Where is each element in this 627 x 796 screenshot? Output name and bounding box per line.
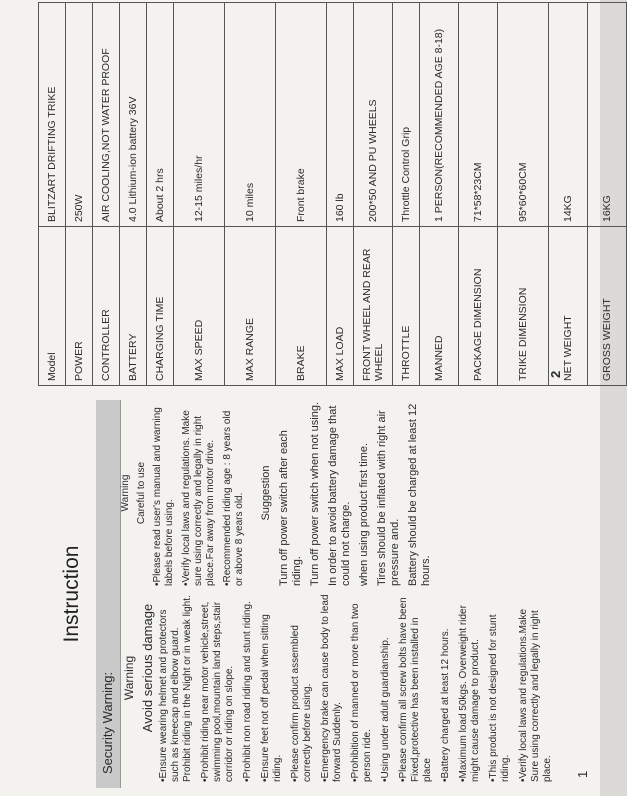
instruction-page bbox=[0, 400, 600, 788]
spec-key: CHARGING TIME bbox=[147, 227, 174, 386]
suggestion-heading: Suggestion bbox=[260, 465, 272, 521]
spec-key: FRONT WHEEL AND REAR WHEEL bbox=[354, 227, 393, 386]
list-item: •Emergency brake can cause body to lead forward Suddenly. bbox=[320, 594, 343, 782]
table-row bbox=[120, 3, 147, 386]
list-item: •Verify local laws and regulations. Make sure using correctly and legally in right place.Far away from motor drive. bbox=[181, 410, 216, 586]
spec-key: MAX LOAD bbox=[327, 227, 354, 386]
spec-value: Throttle Control Grip bbox=[393, 3, 420, 227]
table-row bbox=[327, 3, 354, 386]
list-item: •Ensure wearing helmet and protectors such as kneecap and elbow guard. Prohibit riding in the Night or in weak light. bbox=[158, 595, 193, 782]
instruction-title: Instruction bbox=[60, 545, 83, 643]
spec-key: MAX RANGE bbox=[225, 227, 276, 386]
list-item: •Please read user's manual and warning labels before using. bbox=[152, 407, 175, 586]
spec-value: 12-15 miles/hr bbox=[174, 3, 225, 227]
spec-value: 4.0 Lithium-ion battery 36V bbox=[120, 3, 147, 227]
page-number: 1 bbox=[575, 770, 590, 778]
spec-key: BRAKE bbox=[276, 227, 327, 386]
spec-table bbox=[38, 2, 627, 386]
list-item: •Please confirm all screw bolts have been Fixed,protective has been installed in place bbox=[398, 597, 433, 782]
spec-page bbox=[0, 0, 613, 386]
table-row bbox=[549, 3, 588, 386]
list-item: •Battery charged at least 12 hours. bbox=[440, 628, 451, 782]
list-item: In order to avoid battery damage that could not charge. bbox=[327, 405, 352, 586]
list-item: •Maximum load 50kgs. Overweight rider might cause damage to product. bbox=[458, 605, 481, 782]
page-number: 2 bbox=[548, 370, 563, 378]
spec-value: Front brake bbox=[276, 3, 327, 227]
table-row bbox=[588, 3, 627, 386]
spec-key: GROSS WEIGHT bbox=[588, 227, 627, 386]
spec-value: 95*60*60CM bbox=[498, 3, 549, 227]
right-warning-column bbox=[120, 400, 438, 586]
table-row bbox=[93, 3, 120, 386]
table-row bbox=[393, 3, 420, 386]
list-item: Turn off power switch after each riding. bbox=[278, 430, 303, 586]
warning-heading: Warning bbox=[122, 655, 136, 701]
list-item: •Recommended riding age : 8 years old or above 8 years old. bbox=[222, 410, 245, 586]
right-warning-heading: Warning bbox=[120, 474, 131, 512]
table-row bbox=[225, 3, 276, 386]
spec-value: BLITZART DRIFTING TRIKE bbox=[39, 3, 66, 227]
list-item: •Verify local laws and regulations.Make Sure using correctly and legally in right place. bbox=[518, 608, 553, 782]
list-item: •Prohibit riding near motor vehicle,street, swimming pool,mountain land steps,stair corridor or riding on slope. bbox=[200, 601, 235, 782]
spec-key: BATTERY bbox=[120, 227, 147, 386]
table-row bbox=[66, 3, 93, 386]
spec-value: 14KG bbox=[549, 3, 588, 227]
list-item: •Prohibit non road riding and stunt riding. bbox=[242, 601, 253, 782]
spec-key: TRIKE DIMENSION bbox=[498, 227, 549, 386]
list-item: Turn off power switch when not using. bbox=[309, 401, 321, 586]
spec-key: MAX SPEED bbox=[174, 227, 225, 386]
list-item: Tires should be inflated with right air pressure and. bbox=[376, 410, 401, 586]
security-warning-bar bbox=[96, 400, 121, 788]
list-item: •Prohibition of manned or more than two person ride. bbox=[350, 603, 373, 782]
table-row bbox=[459, 3, 498, 386]
spec-value: 250W bbox=[66, 3, 93, 227]
spec-value: AIR COOLING,NOT WATER PROOF bbox=[93, 3, 120, 227]
table-row bbox=[174, 3, 225, 386]
avoid-heading: Avoid serious damage bbox=[140, 603, 155, 733]
table-row bbox=[276, 3, 327, 386]
spec-key: PACKAGE DIMENSION bbox=[459, 227, 498, 386]
spec-key: CONTROLLER bbox=[93, 227, 120, 386]
spec-key: THROTTLE bbox=[393, 227, 420, 386]
left-warning-list bbox=[158, 592, 560, 782]
spec-key: POWER bbox=[66, 227, 93, 386]
table-row bbox=[498, 3, 549, 386]
spec-key: Model bbox=[39, 227, 66, 386]
list-item: •Ensure feet not off pedal when sitting riding. bbox=[260, 614, 283, 782]
table-row bbox=[354, 3, 393, 386]
spec-value: About 2 hrs bbox=[147, 3, 174, 227]
spec-key: MANNED bbox=[420, 227, 459, 386]
list-item: •Please confirm product assembled correctly before using. bbox=[290, 625, 313, 782]
spec-value: 10 miles bbox=[225, 3, 276, 227]
spec-value: 160 lb bbox=[327, 3, 354, 227]
spec-value: 16KG bbox=[588, 3, 627, 227]
table-row bbox=[420, 3, 459, 386]
spec-key: NET WEIGHT bbox=[549, 227, 588, 386]
table-row bbox=[147, 3, 174, 386]
list-item: •Using under adult guardianship. bbox=[380, 637, 391, 782]
careful-heading: Careful to use bbox=[136, 461, 147, 525]
spec-value: 200*50 AND PU WHEELS bbox=[354, 3, 393, 227]
security-warning-label: Security Warning: bbox=[100, 671, 115, 774]
list-item: Battery should be charged at least 12 hours. bbox=[407, 403, 432, 586]
list-item: •This product is not designed for stunt riding. bbox=[488, 614, 511, 782]
list-item: when using product first time. bbox=[358, 442, 370, 586]
table-row bbox=[39, 3, 66, 386]
spec-value: 71*58*23CM bbox=[459, 3, 498, 227]
spec-value: 1 PERSON(RECOMMENDED AGE 8-18) bbox=[420, 3, 459, 227]
